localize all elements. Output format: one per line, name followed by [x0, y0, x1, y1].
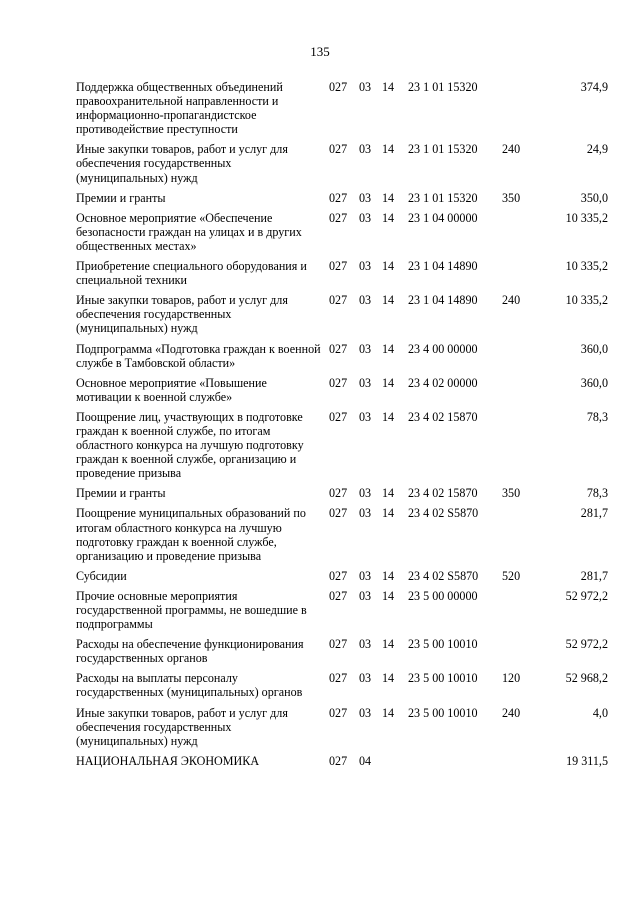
row-name: Премии и гранты: [76, 190, 166, 205]
row-expense-type: [502, 754, 535, 774]
row-ministry-code: 027: [329, 753, 348, 768]
row-subsection-code: 14: [382, 506, 395, 521]
table-row: [76, 342, 608, 376]
row-expense-type: [502, 506, 535, 568]
row-amount: 10 335,2: [565, 210, 608, 225]
row-expense-type: [502, 259, 535, 293]
row-name: Прочие основные мероприятия государственной программы, не вошедшие в подпрограммы: [76, 588, 307, 632]
row-amount: 19 311,5: [566, 753, 608, 768]
row-ministry-code: 027: [329, 190, 348, 205]
row-ministry-code: 027: [329, 637, 348, 652]
row-expense-type: [502, 637, 535, 671]
table-row: [76, 80, 608, 142]
row-name: Основное мероприятие «Повышение мотивации к военной службе»: [76, 375, 267, 404]
row-expense-type: [502, 342, 535, 376]
row-amount: 360,0: [580, 341, 608, 356]
row-amount: 52 968,2: [565, 671, 608, 686]
row-expense-type: 240: [502, 705, 521, 720]
row-target-article: 23 5 00 00000: [408, 588, 478, 603]
row-amount: 281,7: [580, 506, 608, 521]
row-target-article: 23 4 02 00000: [408, 375, 478, 390]
row-expense-type: [502, 410, 535, 486]
row-target-article: 23 5 00 10010: [408, 705, 478, 720]
table-row: [76, 211, 608, 259]
row-ministry-code: 027: [329, 588, 348, 603]
row-amount: 10 335,2: [565, 293, 608, 308]
row-amount: 374,9: [580, 80, 608, 94]
row-name: Подпрограмма «Подготовка граждан к военной службе в Тамбовской области»: [76, 341, 321, 370]
row-expense-type: 120: [502, 671, 521, 686]
row-target-article: [408, 754, 502, 774]
table-row: [76, 671, 608, 705]
row-subsection-code: 14: [382, 671, 395, 686]
row-target-article: 23 4 02 S5870: [408, 568, 479, 583]
row-section-code: 03: [359, 341, 372, 356]
table-row: [76, 589, 608, 637]
budget-table: [76, 80, 608, 774]
row-name: Расходы на выплаты персоналу государственных (муниципальных) органов: [76, 671, 303, 700]
row-subsection-code: 14: [382, 409, 395, 424]
row-section-code: 03: [359, 506, 372, 521]
row-name: Премии и гранты: [76, 486, 166, 501]
row-name: Основное мероприятие «Обеспечение безопасности граждан на улицах и в других общественных местах»: [76, 210, 302, 253]
row-subsection-code: 14: [382, 259, 395, 274]
row-expense-type: [502, 211, 535, 259]
table-row: [76, 259, 608, 293]
row-subsection-code: 14: [382, 293, 395, 308]
row-name: НАЦИОНАЛЬНАЯ ЭКОНОМИКА: [76, 753, 260, 768]
row-target-article: 23 4 00 00000: [408, 341, 478, 356]
row-amount: 52 972,2: [565, 588, 608, 603]
row-target-article: 23 1 04 14890: [408, 293, 478, 308]
row-section-code: 04: [359, 753, 372, 768]
row-subsection-code: 14: [382, 568, 395, 583]
row-ministry-code: 027: [329, 341, 348, 356]
row-ministry-code: 027: [329, 506, 348, 521]
row-section-code: 03: [359, 142, 372, 157]
row-subsection-code: 14: [382, 705, 395, 720]
row-amount: 78,3: [586, 409, 608, 424]
row-subsection-code: [382, 754, 408, 774]
row-expense-type: [502, 589, 535, 637]
row-name: Иные закупки товаров, работ и услуг для обеспечения государственных (муниципальных) нужд: [76, 142, 288, 185]
row-ministry-code: 027: [329, 705, 348, 720]
row-ministry-code: 027: [329, 375, 348, 390]
row-ministry-code: 027: [329, 409, 348, 424]
table-row: [76, 410, 608, 486]
row-ministry-code: 027: [329, 293, 348, 308]
table-row: [76, 754, 608, 774]
row-ministry-code: 027: [329, 486, 348, 501]
table-row: [76, 486, 608, 506]
table-row: [76, 569, 608, 589]
table-row: [76, 706, 608, 754]
row-name: Иные закупки товаров, работ и услуг для обеспечения государственных (муниципальных) нужд: [76, 705, 288, 748]
row-amount: 78,3: [586, 486, 608, 501]
row-name: Иные закупки товаров, работ и услуг для обеспечения государственных (муниципальных) нужд: [76, 293, 288, 336]
row-expense-type: 350: [502, 486, 521, 501]
row-section-code: 03: [359, 80, 372, 94]
row-name: Приобретение специального оборудования и специальной техники: [76, 259, 307, 288]
row-subsection-code: 14: [382, 486, 395, 501]
row-expense-type: [502, 80, 535, 142]
row-name: Поддержка общественных объединений правоохранительной направленности и информационно-пропагандистское противодействие преступности: [76, 80, 283, 137]
row-section-code: 03: [359, 259, 372, 274]
row-name: Поощрение муниципальных образований по итогам областного конкурса на лучшую подготовку граждан к военной службе, организацию и проведение призыва: [76, 506, 306, 563]
row-amount: 350,0: [580, 190, 608, 205]
row-subsection-code: 14: [382, 637, 395, 652]
row-section-code: 03: [359, 637, 372, 652]
table-row: [76, 376, 608, 410]
row-subsection-code: 14: [382, 80, 395, 94]
row-expense-type: [502, 376, 535, 410]
row-section-code: 03: [359, 671, 372, 686]
row-expense-type: 520: [502, 568, 521, 583]
row-target-article: 23 4 02 15870: [408, 409, 478, 424]
row-target-article: 23 1 01 15320: [408, 142, 478, 157]
row-subsection-code: 14: [382, 588, 395, 603]
row-expense-type: 240: [502, 293, 521, 308]
row-amount: 360,0: [580, 375, 608, 390]
row-ministry-code: 027: [329, 142, 348, 157]
row-amount: 10 335,2: [565, 259, 608, 274]
row-target-article: 23 5 00 10010: [408, 671, 478, 686]
row-ministry-code: 027: [329, 568, 348, 583]
page-number: 135: [310, 44, 330, 59]
row-subsection-code: 14: [382, 190, 395, 205]
row-subsection-code: 14: [382, 341, 395, 356]
row-target-article: 23 1 01 15320: [408, 80, 478, 94]
row-subsection-code: 14: [382, 210, 395, 225]
table-row: [76, 506, 608, 568]
row-ministry-code: 027: [329, 210, 348, 225]
row-section-code: 03: [359, 588, 372, 603]
row-section-code: 03: [359, 705, 372, 720]
row-target-article: 23 4 02 15870: [408, 486, 478, 501]
row-target-article: 23 5 00 10010: [408, 637, 478, 652]
row-section-code: 03: [359, 375, 372, 390]
row-subsection-code: 14: [382, 142, 395, 157]
row-amount: 4,0: [592, 705, 608, 720]
row-section-code: 03: [359, 486, 372, 501]
row-ministry-code: 027: [329, 80, 348, 94]
row-name: Поощрение лиц, участвующих в подготовке граждан к военной службе, по итогам областного конкурса на лучшую подготовку граждан к военной службе, организацию и проведение призыва: [76, 409, 304, 481]
row-target-article: 23 4 02 S5870: [408, 506, 479, 521]
row-amount: 281,7: [580, 568, 608, 583]
table-row: [76, 293, 608, 341]
row-section-code: 03: [359, 409, 372, 424]
table-row: [76, 637, 608, 671]
row-section-code: 03: [359, 293, 372, 308]
table-row: [76, 142, 608, 190]
row-section-code: 03: [359, 568, 372, 583]
table-row: [76, 191, 608, 211]
row-section-code: 03: [359, 190, 372, 205]
row-target-article: 23 1 04 00000: [408, 210, 478, 225]
row-target-article: 23 1 04 14890: [408, 259, 478, 274]
row-ministry-code: 027: [329, 671, 348, 686]
row-ministry-code: 027: [329, 259, 348, 274]
row-target-article: 23 1 01 15320: [408, 190, 478, 205]
row-section-code: 03: [359, 210, 372, 225]
row-expense-type: 350: [502, 190, 521, 205]
row-name: Расходы на обеспечение функционирования государственных органов: [76, 637, 304, 666]
row-amount: 24,9: [586, 142, 608, 157]
row-expense-type: 240: [502, 142, 521, 157]
row-name: Субсидии: [76, 568, 127, 583]
row-amount: 52 972,2: [565, 637, 608, 652]
row-subsection-code: 14: [382, 375, 395, 390]
